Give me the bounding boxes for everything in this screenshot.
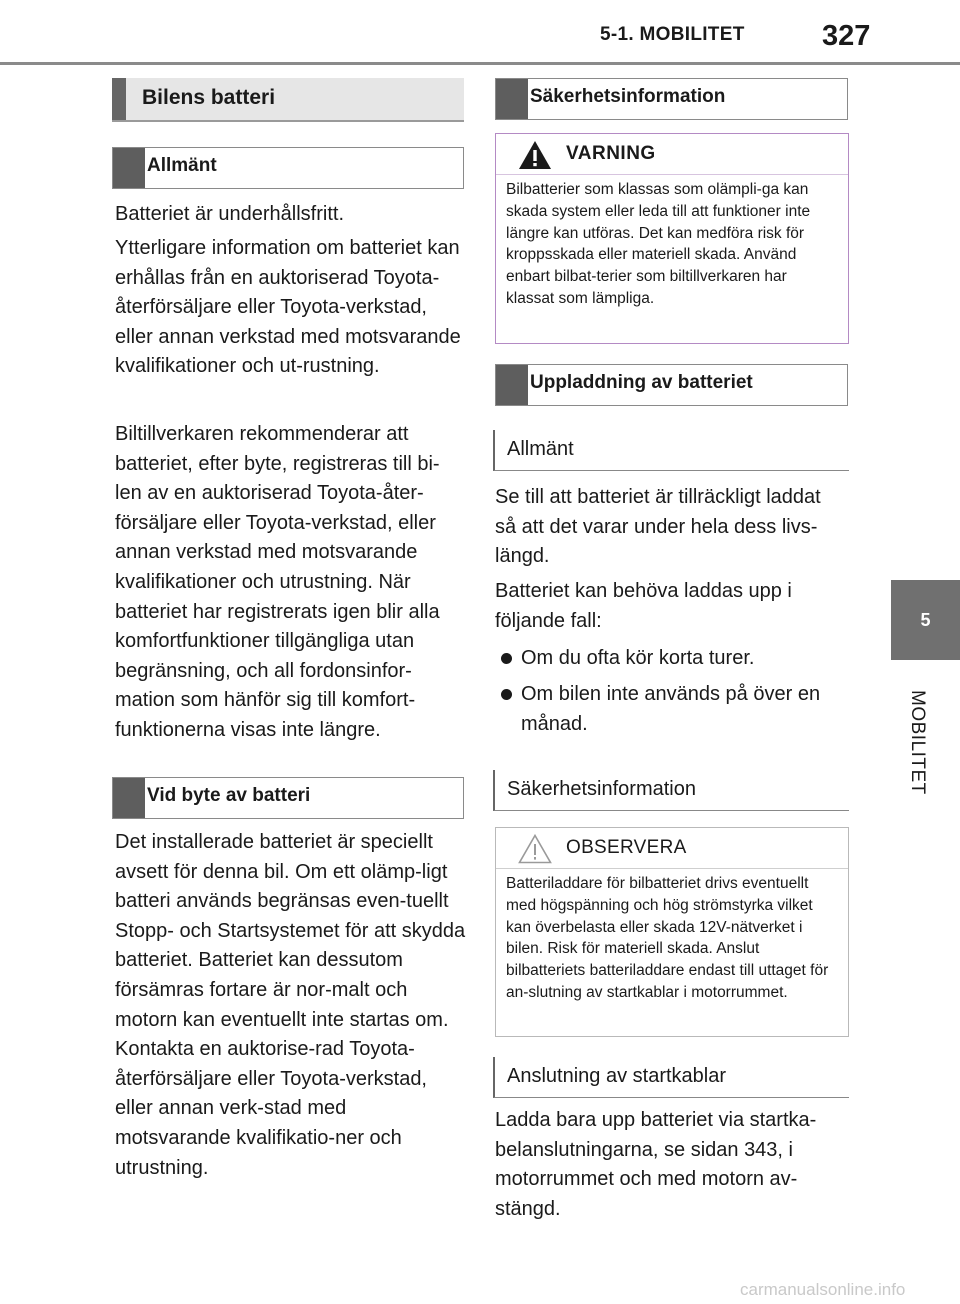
heading-jump-cables: Anslutning av startkablar	[493, 1057, 849, 1098]
notice-box	[495, 827, 849, 1037]
page-number: 327	[822, 20, 871, 52]
caution-icon	[518, 834, 552, 864]
paragraph: Ladda bara upp batteriet via startka-belanslutningarna, se sidan 343, i motorrummet och med motorn av-stängd.	[495, 1109, 817, 1220]
subheading-battery-replacement: Vid byte av batteri	[112, 777, 464, 819]
chapter-label: MOBILITET	[907, 690, 928, 795]
main-heading: Bilens batteri	[112, 78, 464, 122]
heading-safety: Säkerhetsinformation	[493, 770, 849, 811]
section-title: 5-1. MOBILITET	[600, 24, 745, 45]
paragraph: Batteriet är underhållsfritt.	[115, 203, 344, 225]
list-item: Om bilen inte används på över en månad.	[495, 680, 866, 739]
paragraph: Batteriet kan behöva laddas upp i följande fall:	[495, 580, 792, 632]
warning-text: Bilbatterier som klassas som olämpli-ga kan skada system eller leda till att funktioner inte längre kan utföras. Det kan medföra risk för kroppsskada eller materiell skada. Använd enbart bilbat-terier som biltillverkaren har klassat som lämpliga.	[496, 175, 848, 318]
subheading-safety: Säkerhetsinformation	[495, 78, 848, 120]
paragraph: Se till att batteriet är tillräckligt laddat så att det varar under hela dess livs-längd.	[495, 486, 821, 568]
header-divider	[0, 62, 960, 65]
notice-text: Batteriladdare för bilbatteriet drivs eventuellt med högspänning och hög strömstyrka vilket kan överbelasta eller skada 12V-nätverket i bilen. Risk för materiell skada. Anslut bilbatteriets batteriladdare endast till uttaget för an-slutning av startkablar i motorrummet.	[506, 875, 829, 1001]
heading-allmant: Allmänt	[493, 430, 849, 471]
subheading-allmant: Allmänt	[112, 147, 464, 189]
chapter-tab: 5	[891, 580, 960, 660]
paragraph: Biltillverkaren rekommenderar att batteriet, efter byte, registreras till bi-len av en auktoriserad Toyota-åter-försäljare eller Toyota-verkstad, eller annan verkstad med motsvarande kvalifikationer och utrustning. När batteriet har registrerats igen blir alla komfortfunktioner tillgängliga utan begränsning, och all fordonsinfor-mation som hänför sig till komfort-funktionerna visas inte längre.	[115, 423, 440, 741]
paragraph: Det installerade batteriet är speciellt avsett för denna bil. Om ett olämp-ligt batteri används begränsas even-tuellt Stopp- och Startsystemet för att skydda batteriet. Batteriet kan dessutom försämras fortare är nor-malt och motorn kan eventuellt inte startas om. Kontakta en auktorise-rad Toyota-återförsäljare eller Toyota-verkstad, eller annan verk-stad med motsvarande kvalifikatio-ner och utrustning.	[115, 831, 466, 1179]
notice-title: OBSERVERA	[566, 837, 687, 858]
subheading-charging: Uppladdning av batteriet	[495, 364, 848, 406]
paragraph: Ytterligare information om batteriet kan erhållas från en auktoriserad Toyota-återförsäljare eller Toyota-verkstad, eller annan verkstad med motsvarande kvalifikationer och ut-rustning.	[115, 237, 461, 378]
list-item: Om du ofta kör korta turer.	[495, 644, 866, 674]
warning-icon	[518, 140, 552, 170]
warning-box	[495, 133, 849, 344]
warning-title: VARNING	[566, 143, 656, 164]
watermark: carmanualsonline.info	[740, 1280, 906, 1299]
